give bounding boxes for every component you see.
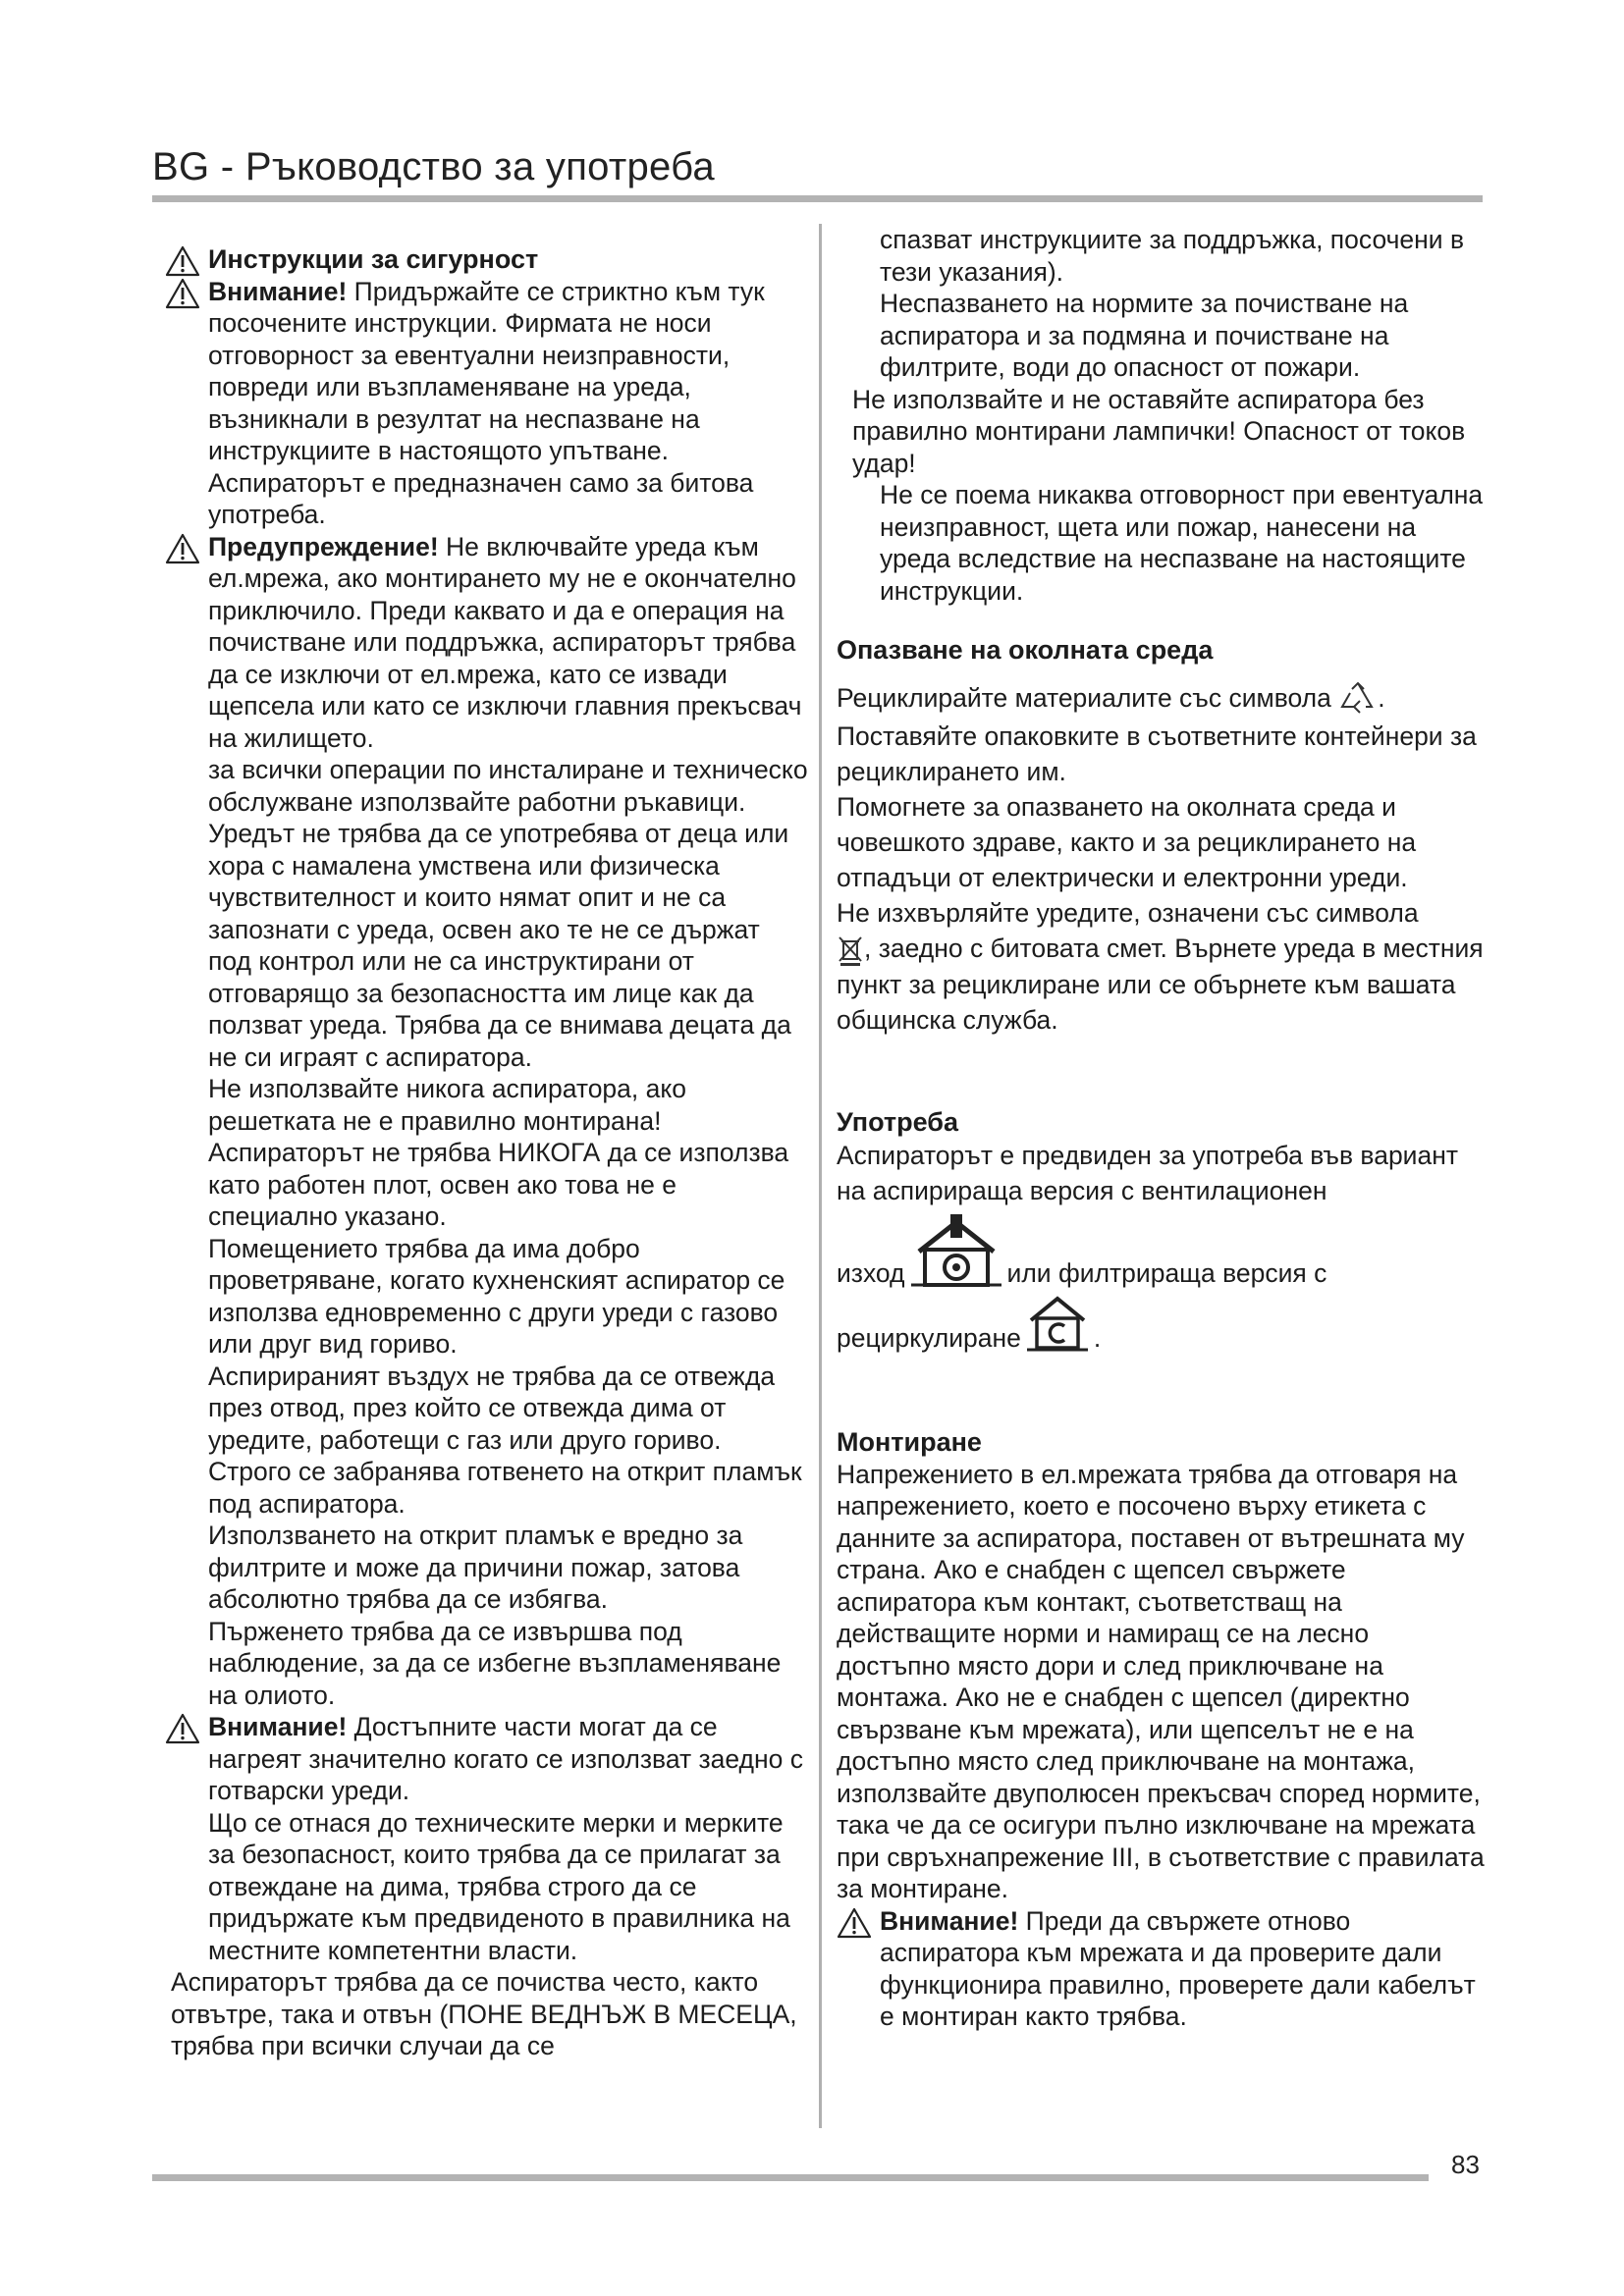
attention-label: Внимание! <box>208 276 348 306</box>
flame-text: Строго се забранява готвенето на открит пламък под аспиратора. <box>208 1457 802 1519</box>
environment-section <box>837 634 1485 1038</box>
usage-heading: Употреба <box>837 1106 958 1137</box>
attention-text: Придържайте се стриктно към тук посочените инструкции. Фирмата не носи отговорност за евентуални неизправности, повреди или възпламеняване на уреда, възникнали в резултат на неспазване на инструкциите в настоящото упътване. <box>208 276 765 465</box>
exhaust-label: изход <box>837 1257 905 1288</box>
recirculation-house-icon <box>1027 1295 1088 1354</box>
attention-text: Преди да свържете отново аспиратора към мрежата и да проверите дали функционира правилно, проверете дали кабелът е монтиран както трябва. <box>880 1905 1476 2031</box>
warning-triangle-icon <box>837 1907 872 1939</box>
weee-return-text: , заедно с битовата смет. Върнете уреда в местния пункт за рециклиране или се обърнете към вашата общинска служба. <box>837 933 1484 1035</box>
column-divider <box>819 224 822 2128</box>
frying-text: Пърженето трябва да се извършва под наблюдение, за да се избегне възпламеняване на олиото. <box>208 1616 782 1710</box>
liability-text: Не се поема никаква отговорност при евентуална неизправност, щета или пожар, нанесени на уреда вследствие на неспазване на настоящите инструкции. <box>880 480 1484 606</box>
usage-exhaust-line <box>837 1212 1485 1289</box>
usage-recirculation-line <box>837 1295 1485 1354</box>
weee-return-line <box>837 931 1485 1038</box>
filter-version-label: или филтрираща версия с <box>1006 1257 1327 1288</box>
attention-text: Достъпните части могат да се нагреят значително когато се използват заедно с готварски уреди. <box>208 1712 803 1805</box>
exhaust-text: Аспирираният въздух не трябва да се отвежда през отвод, през който се отвежда дима от уредите, работещи с газ или друго гориво. <box>208 1361 776 1455</box>
cleaning-text: Аспираторът трябва да се почиства често, както отвътре, така и отвън (ПОНЕ ВЕДНЪЖ В МЕСЕЦА, трябва при всички случаи да се <box>171 1967 797 2060</box>
recirculation-end: . <box>1093 1322 1102 1353</box>
lamps-text: Не използвайте и не оставяйте аспиратора без правилно монтирани лампички! Опасност от токов удар! <box>852 384 1466 478</box>
left-column <box>165 243 808 2062</box>
attention-paragraph-1 <box>165 276 808 467</box>
weee-help-text: Помогнете за опазването на околната среда и човешкото здраве, както и за рециклирането на отпадъци от електрически и електронни уреди. <box>837 791 1417 892</box>
mounting-section <box>837 1426 1485 2033</box>
gloves-text: за всички операции по инсталиране и техническо обслужване използвайте работни ръкавици. <box>208 755 808 817</box>
usage-section <box>837 1106 1485 1355</box>
warning-triangle-icon <box>165 245 200 277</box>
right-column <box>837 224 1485 2033</box>
attention-label: Внимание! <box>880 1905 1019 1936</box>
crossed-bin-icon <box>837 934 864 967</box>
warning-triangle-icon <box>165 533 200 564</box>
page-title: BG - Ръководство за употреба <box>152 145 715 188</box>
warning-label: Предупреждение! <box>208 531 439 561</box>
attention-paragraph-2 <box>165 1711 808 1807</box>
grille-text: Не използвайте никога аспиратора, ако решетката не е правилно монтирана! <box>208 1074 687 1136</box>
ducted-house-icon <box>911 1212 1001 1289</box>
safety-heading-row <box>165 243 808 276</box>
warning-triangle-icon <box>165 1713 200 1744</box>
weee-symbol-text: Не изхвърляйте уредите, означени със символа <box>837 897 1419 928</box>
environment-heading: Опазване на околната среда <box>837 635 1214 665</box>
recycle-text-end: . <box>1378 682 1385 713</box>
mounting-heading: Монтиране <box>837 1427 982 1457</box>
mounting-text: Напрежението в ел.мрежата трябва да отговаря на напрежението, което е посочено върху етикета с данните за аспиратора, поставен от вътрешната му страна. Ако е снабден с щепсел свържете аспиратора към контакт, съответстващ на действащите норми и намиращ се на лесно достъпно място дори и след приключване на монтажа. Ако не е снабден с щепсел (директно свързване към мрежата), или щепселът не е на достъпно място след приключване на монтажа, използвайте двуполюсен прекъсвач според нормите, така че да се осигури пълно изключване на мрежата при свръхнапрежение III, в съответствие с правилата за монтиране. <box>837 1459 1485 1903</box>
packaging-text: Поставяйте опаковките в съответните контейнери за рециклирането им. <box>837 721 1477 786</box>
recirculation-label: рециркулиране <box>837 1322 1021 1353</box>
ventilation-text: Помещението трябва да има добро проветряване, когато кухненският аспиратор се използва едновременно с други уреди с газово или друг вид гориво. <box>208 1233 785 1359</box>
regulations-text: Що се отнася до техническите мерки и мерките за безопасност, които трябва да се прилагат за отвеждане на дима, трябва строго да се придържате към предвиденото в правилника на местните компетентни власти. <box>208 1807 790 1965</box>
footer-rule <box>152 2174 1429 2181</box>
attention-paragraph-3 <box>837 1905 1485 2033</box>
recycle-line <box>837 680 1485 719</box>
shelf-text: Аспираторът не трябва НИКОГА да се използва като работен плот, освен ако това не е специално указано. <box>208 1138 789 1231</box>
warning-triangle-icon <box>165 278 200 309</box>
warning-paragraph <box>165 531 808 755</box>
usage-text: Аспираторът е предвиден за употреба във вариант на аспирираща версия с вентилационен <box>837 1141 1458 1205</box>
recycle-icon <box>1338 681 1378 719</box>
maintenance-continued-text: спазват инструкциите за поддръжка, посочени в тези указания). <box>880 225 1465 287</box>
page-number: 83 <box>1451 2150 1480 2179</box>
fire-risk-text: Неспазването на нормите за почистване на аспиратора и за подмяна и почистване на филтрите, води до опасност от пожари. <box>880 289 1409 382</box>
household-use-text: Аспираторът е предназначен само за битова употреба. <box>208 467 754 529</box>
safety-heading: Инструкции за сигурност <box>208 244 539 274</box>
warning-text: Не включвайте уреда към ел.мрежа, ако монтирането му не е окончателно приключило. Преди каквато и да е операция на почистване или поддръжка, аспираторът трябва да се изключи от ел.мрежа, като се извади щепсела или като се изключи главния прекъсвач на жилището. <box>208 531 802 753</box>
attention-label: Внимание! <box>208 1712 348 1741</box>
flame-damage-text: Използването на открит пламък е вредно за филтрите и може да причини пожар, затова абсолютно трябва да се избягва. <box>208 1521 743 1614</box>
children-text: Уредът не трябва да се употребява от деца или хора с намалена умствена или физическа чувствителност и които нямат опит и не са запознати с уреда, освен ако те не се държат под контрол или не са инструктирани от отговарящо за безопасността им лице как да ползват уреда. Трябва да се внимава децата да не си играят с аспиратора. <box>208 819 791 1072</box>
header-rule <box>152 195 1483 202</box>
recycle-text: Рециклирайте материалите със символа <box>837 682 1331 713</box>
